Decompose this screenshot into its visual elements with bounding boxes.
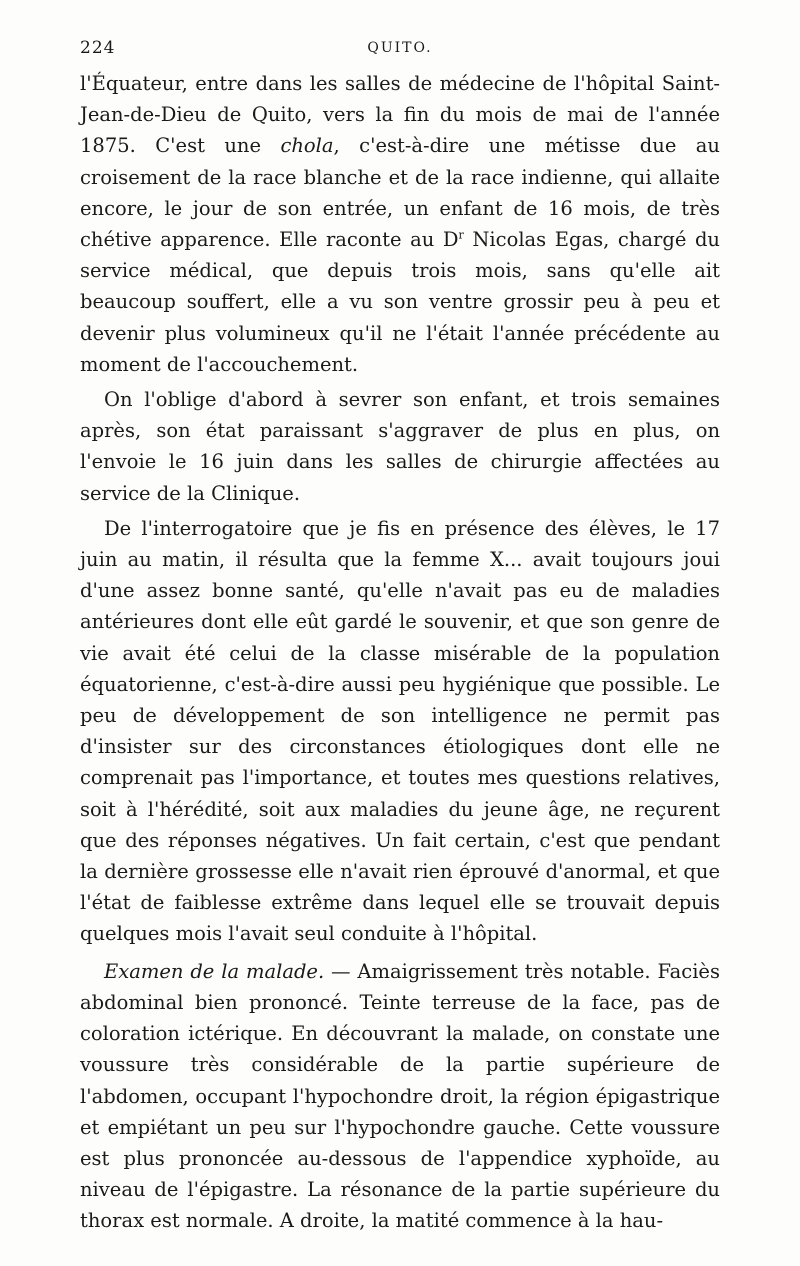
page-number: 224 <box>80 38 116 58</box>
paragraph-continuation: l'Équateur, entre dans les salles de médecine de l'hôpital Saint-Jean-de-Dieu de Quito, vers la fin du mois de mai de l'année 1875. C'est une chola, c'est-à-dire une métisse due au croisement de la race blanche et de la race indienne, qui allaite encore, le jour de son entrée, un enfant de 16 mois, de très chétive apparence. Elle raconte au $D^r$ Nicolas Egas, chargé du service médical, que depuis trois mois, sans qu'elle ait beaucoup souffert, elle a vu son ventre grossir peu à peu et devenir plus volumineux qu'il ne l'était l'année précédente au moment de l'accouchement. <box>80 72 720 376</box>
page-header <box>80 38 720 62</box>
section-heading: Examen de la malade. <box>104 959 325 983</box>
paragraph-examination: Examen de la malade. — Amaigrissement très notable. Faciès abdominal bien prononcé. Teinte terreuse de la face, pas de coloration ictérique. En découvrant la malade, on constate une voussure très considérable de la partie supérieure de l'abdomen, occupant l'hypochondre droit, la région épigastrique et empiétant un peu sur l'hypochondre gauche. Cette voussure est plus prononcée au-dessous de l'appendice xyphoïde, au niveau de l'épigastre. La résonance de la partie supérieure du thorax est normale. A droite, la matité commence à la hau- <box>80 959 720 1233</box>
italic-term: chola <box>280 134 334 158</box>
body-text <box>80 68 720 1237</box>
paragraph: On l'oblige d'abord à sevrer son enfant, et trois semaines après, son état paraissant s'aggraver de plus en plus, on l'envoie le 16 juin dans les salles de chirurgie affectées au service de la Clinique. <box>80 388 720 505</box>
running-title: QUITO. <box>367 40 433 56</box>
paragraph: De l'interrogatoire que je fis en présence des élèves, le 17 juin au matin, il résulta que la femme X... avait toujours joui d'une assez bonne santé, qu'elle n'avait pas eu de maladies antérieures dont elle eût gardé le souvenir, et que son genre de vie avait été celui de la classe misérable de la population équatorienne, c'est-à-dire aussi peu hygiénique que possible. Le peu de développement de son intelligence ne permit pas d'insister sur des circonstances étiologiques dont elle ne comprenait pas l'importance, et toutes mes questions relatives, soit à l'hérédité, soit aux maladies du jeune âge, ne reçurent que des réponses négatives. Un fait certain, c'est que pendant la dernière grossesse elle n'avait rien éprouvé d'anormal, et que l'état de faiblesse extrême dans lequel elle se trouvait depuis quelques mois l'avait seul conduite à l'hôpital. <box>80 516 720 946</box>
superscript: r <box>458 228 464 242</box>
